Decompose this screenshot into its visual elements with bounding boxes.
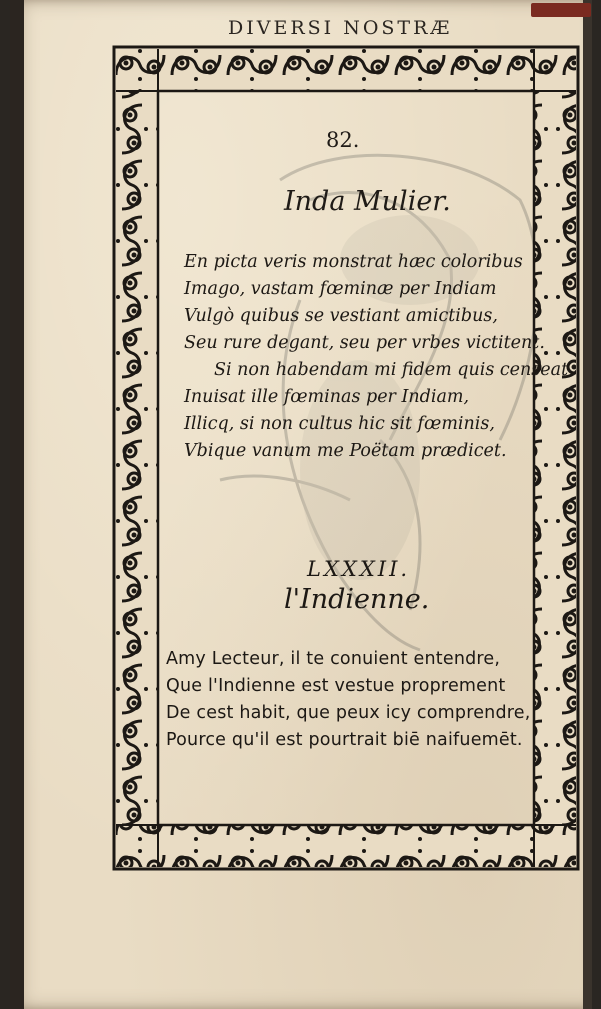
french-title: l'Indienne. <box>284 584 430 615</box>
latin-line: Si non habendam mi fidem quis censeat, <box>214 360 574 380</box>
latin-title: Inda Mulier. <box>284 186 451 217</box>
latin-line: Inuisat ille fœminas per Indiam, <box>184 387 470 407</box>
latin-line: Imago, vastam fœminæ per Indiam <box>184 279 497 299</box>
running-head: DIVERSI NOSTRÆ <box>228 17 453 39</box>
french-line: Que l'Indienne est vestue proprement <box>166 676 506 696</box>
french-line: Pource qu'il est pourtrait biē naifuemēt. <box>166 730 523 750</box>
french-line: Amy Lecteur, il te conuient entendre, <box>166 649 501 669</box>
latin-line: Vulgò quibus se vestiant amictibus, <box>184 306 498 326</box>
section-number: LXXXII. <box>307 557 411 581</box>
latin-line: Illicq, si non cultus hic sit fœminis, <box>184 414 495 434</box>
page-number: 82. <box>326 128 360 152</box>
latin-line: Vbique vanum me Poëtam prædicet. <box>184 441 507 461</box>
latin-line: En picta veris monstrat hæc coloribus <box>184 252 523 272</box>
french-line: De cest habit, que peux icy comprendre, <box>166 703 531 723</box>
latin-line: Seu rure degant, seu per vrbes victitent. <box>184 333 545 353</box>
